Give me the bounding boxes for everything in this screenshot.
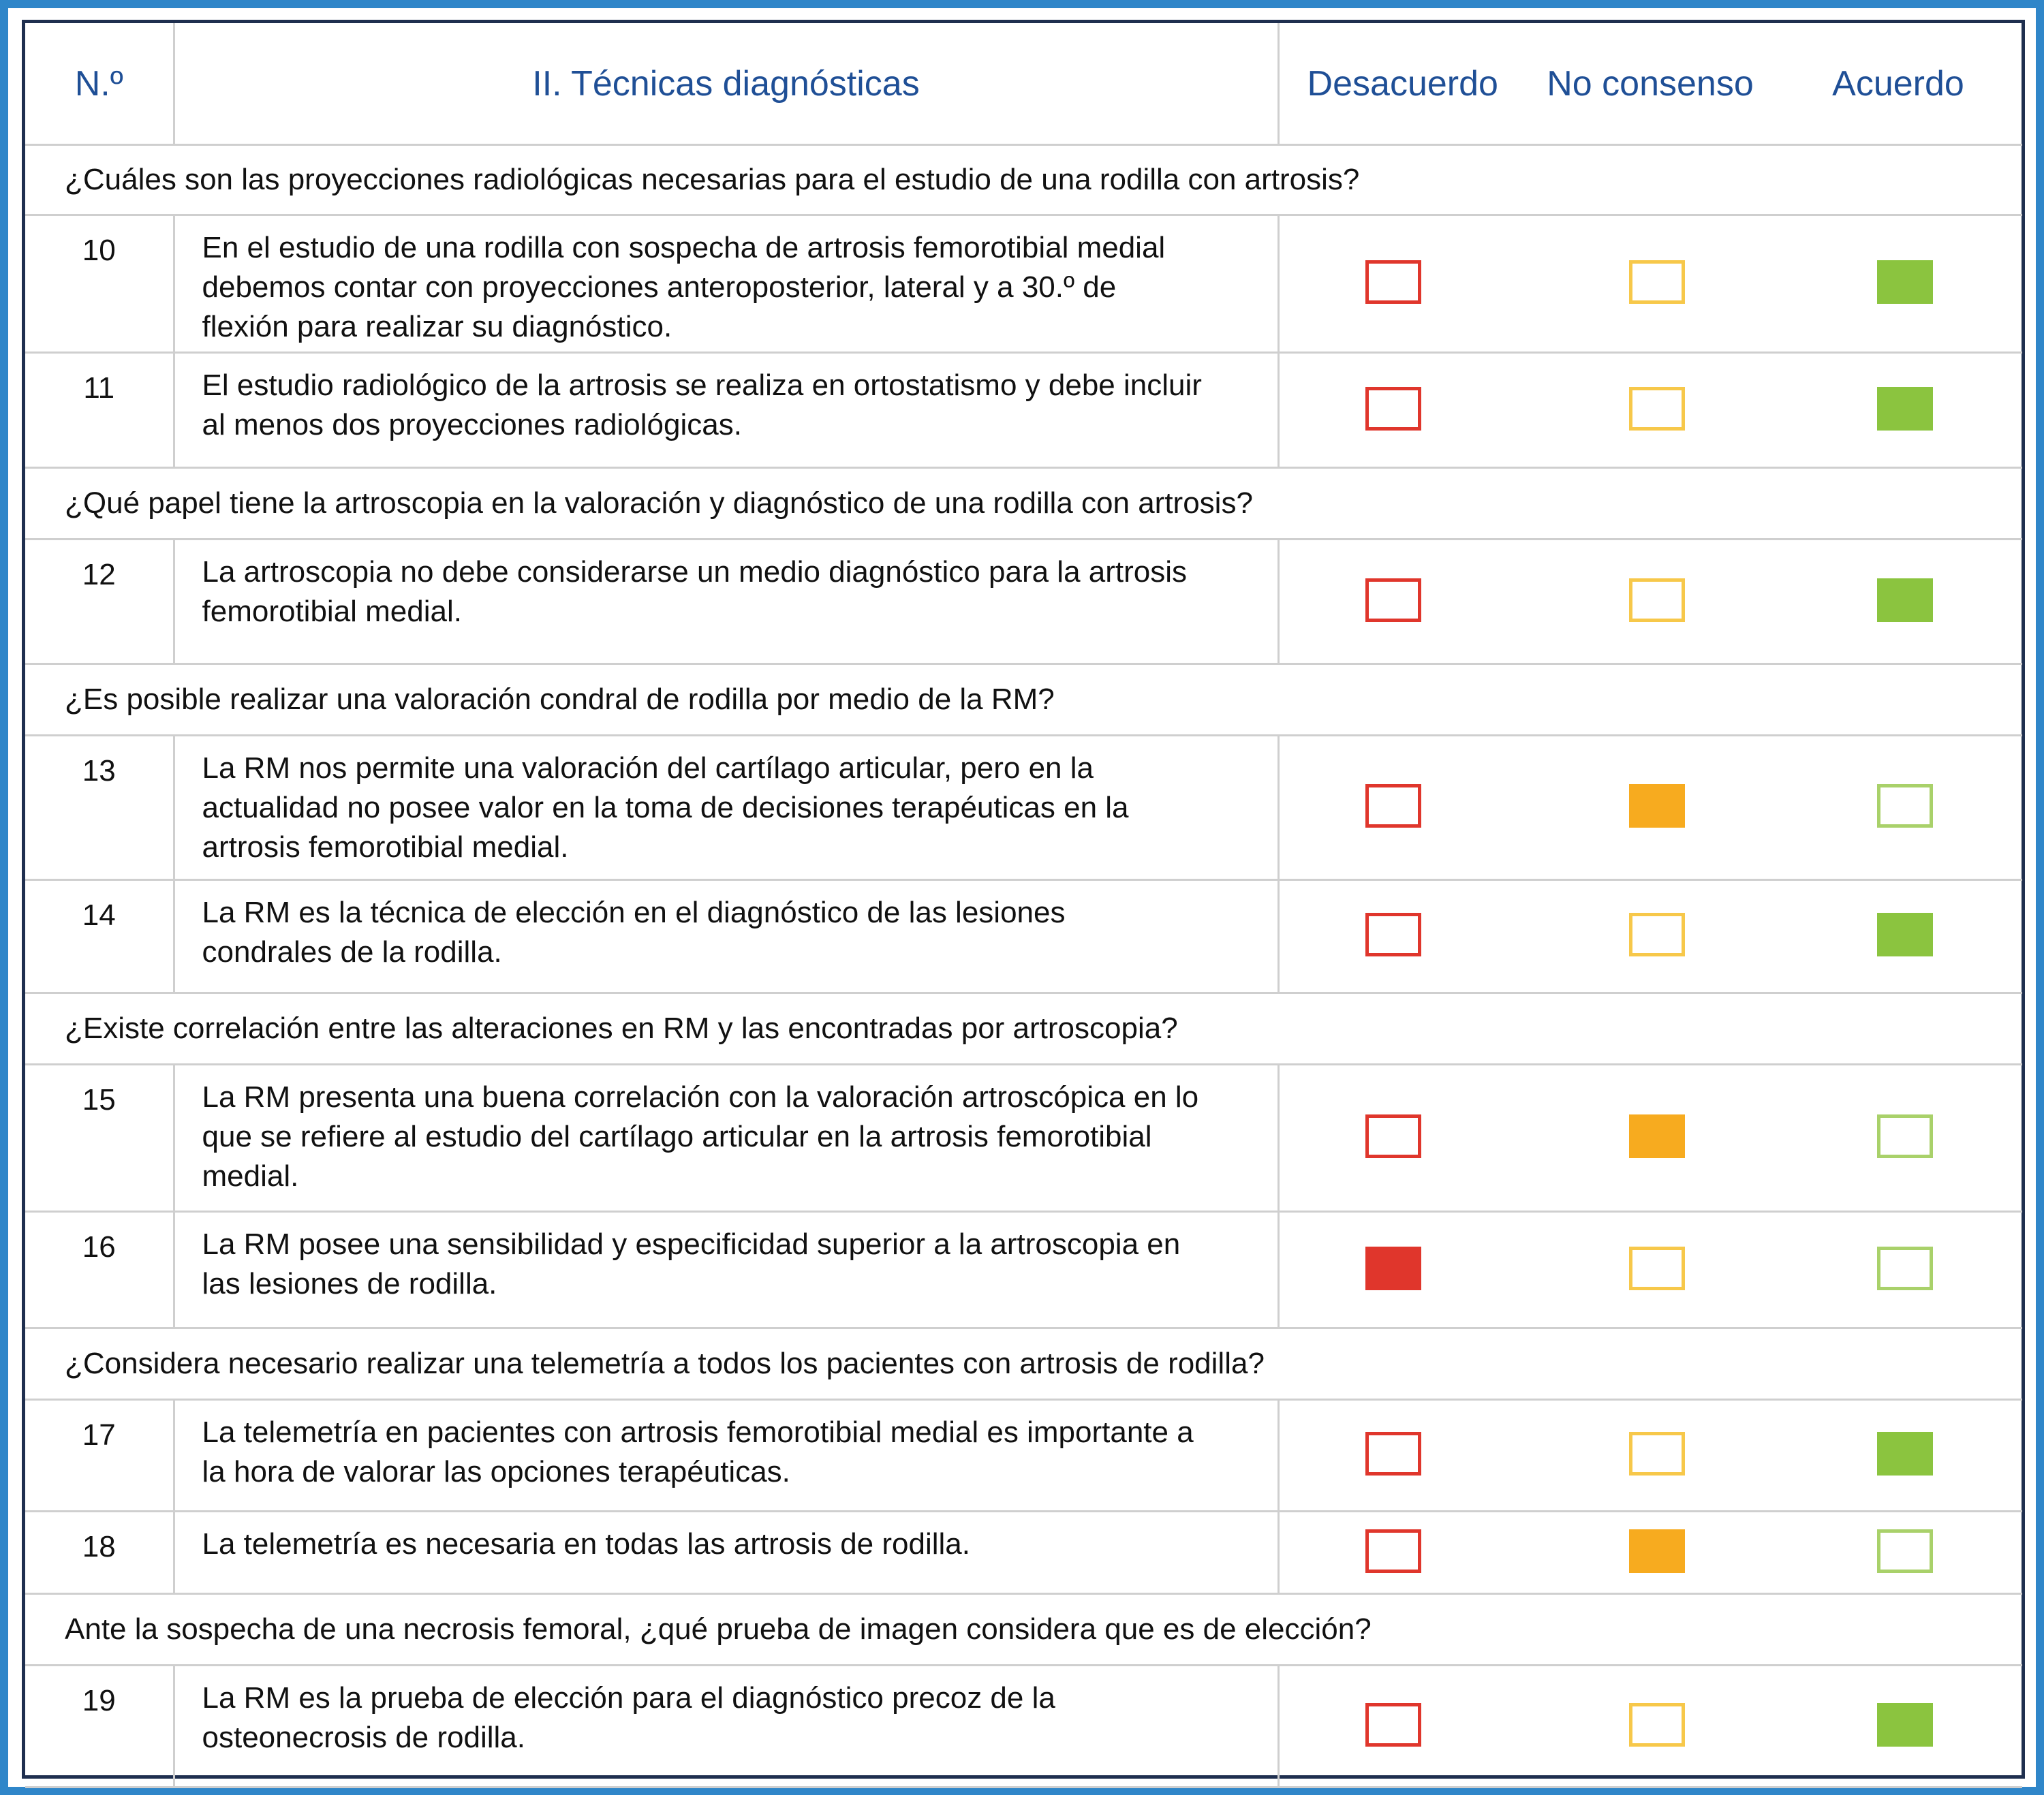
empty-acuerdo-box — [1877, 1114, 1933, 1158]
filled-acuerdo-box — [1877, 578, 1933, 622]
desacuerdo-cell — [1278, 1400, 1526, 1512]
statement-text: La RM es la técnica de elección en el diagnóstico de las lesiones condrales de la rodilla. — [174, 880, 1278, 993]
statement-row — [25, 1400, 2022, 1512]
filled-acuerdo-box — [1877, 1703, 1933, 1747]
no-consenso-cell — [1526, 215, 1774, 353]
statement-text: La RM es la prueba de elección para el diagnóstico precoz de la osteonecrosis de rodilla. — [174, 1666, 1278, 1788]
statement-number: 13 — [25, 736, 174, 880]
acuerdo-cell — [1774, 215, 2022, 353]
statement-row — [25, 540, 2022, 664]
header-desacuerdo: Desacuerdo — [1278, 23, 1526, 145]
header-no-consenso: No consenso — [1526, 23, 1774, 145]
question-row — [25, 993, 2022, 1065]
consensus-table — [25, 23, 2022, 1788]
desacuerdo-cell — [1278, 1212, 1526, 1328]
statement-row — [25, 880, 2022, 993]
question-row — [25, 664, 2022, 736]
empty-desacuerdo-box — [1365, 1703, 1421, 1747]
statement-text: La RM presenta una buena correlación con la valoración artroscópica en lo que se refiere al estudio del cartílago articular en la artrosis femorotibial medial. — [174, 1065, 1278, 1212]
filled-acuerdo-box — [1877, 1432, 1933, 1476]
filled-acuerdo-box — [1877, 913, 1933, 956]
empty-acuerdo-box — [1877, 1529, 1933, 1573]
empty-no-consenso-box — [1629, 913, 1685, 956]
desacuerdo-cell — [1278, 880, 1526, 993]
header-title: II. Técnicas diagnósticas — [174, 23, 1278, 145]
question-text: Ante la sospecha de una necrosis femoral, ¿qué prueba de imagen considera que es de elección? — [25, 1594, 2022, 1666]
statement-number: 17 — [25, 1400, 174, 1512]
filled-acuerdo-box — [1877, 387, 1933, 431]
filled-no-consenso-box — [1629, 1529, 1685, 1573]
desacuerdo-cell — [1278, 1512, 1526, 1594]
no-consenso-cell — [1526, 880, 1774, 993]
header-number: N.º — [25, 23, 174, 145]
desacuerdo-cell — [1278, 353, 1526, 468]
question-text: ¿Es posible realizar una valoración condral de rodilla por medio de la RM? — [25, 664, 2022, 736]
statement-text: La telemetría en pacientes con artrosis femorotibial medial es importante a la hora de valorar las opciones terapéuticas. — [174, 1400, 1278, 1512]
empty-no-consenso-box — [1629, 260, 1685, 304]
question-text: ¿Considera necesario realizar una telemetría a todos los pacientes con artrosis de rodilla? — [25, 1328, 2022, 1400]
question-text: ¿Qué papel tiene la artroscopia en la valoración y diagnóstico de una rodilla con artrosis? — [25, 468, 2022, 540]
empty-no-consenso-box — [1629, 1247, 1685, 1290]
acuerdo-cell — [1774, 1065, 2022, 1212]
statement-text: La telemetría es necesaria en todas las artrosis de rodilla. — [174, 1512, 1278, 1594]
acuerdo-cell — [1774, 880, 2022, 993]
acuerdo-cell — [1774, 353, 2022, 468]
table-body — [25, 145, 2022, 1788]
table-container — [22, 20, 2025, 1779]
question-row — [25, 468, 2022, 540]
statement-text: En el estudio de una rodilla con sospecha de artrosis femorotibial medial debemos contar con proyecciones anteroposterior, lateral y a 30.º de flexión para realizar su diagnóstico. — [174, 215, 1278, 353]
empty-desacuerdo-box — [1365, 1432, 1421, 1476]
question-text: ¿Existe correlación entre las alteraciones en RM y las encontradas por artroscopia? — [25, 993, 2022, 1065]
acuerdo-cell — [1774, 1212, 2022, 1328]
statement-number: 11 — [25, 353, 174, 468]
desacuerdo-cell — [1278, 540, 1526, 664]
statement-number: 14 — [25, 880, 174, 993]
statement-row — [25, 1512, 2022, 1594]
filled-desacuerdo-box — [1365, 1247, 1421, 1290]
empty-no-consenso-box — [1629, 1703, 1685, 1747]
statement-row — [25, 1212, 2022, 1328]
statement-row — [25, 736, 2022, 880]
acuerdo-cell — [1774, 1512, 2022, 1594]
acuerdo-cell — [1774, 736, 2022, 880]
no-consenso-cell — [1526, 1065, 1774, 1212]
desacuerdo-cell — [1278, 1065, 1526, 1212]
desacuerdo-cell — [1278, 1666, 1526, 1788]
statement-row — [25, 1065, 2022, 1212]
no-consenso-cell — [1526, 1212, 1774, 1328]
question-row — [25, 1594, 2022, 1666]
statement-number: 12 — [25, 540, 174, 664]
empty-acuerdo-box — [1877, 1247, 1933, 1290]
statement-number: 19 — [25, 1666, 174, 1788]
filled-no-consenso-box — [1629, 784, 1685, 828]
statement-row — [25, 215, 2022, 353]
no-consenso-cell — [1526, 1400, 1774, 1512]
empty-desacuerdo-box — [1365, 784, 1421, 828]
no-consenso-cell — [1526, 736, 1774, 880]
acuerdo-cell — [1774, 1666, 2022, 1788]
statement-text: La artroscopia no debe considerarse un medio diagnóstico para la artrosis femorotibial medial. — [174, 540, 1278, 664]
desacuerdo-cell — [1278, 736, 1526, 880]
empty-desacuerdo-box — [1365, 578, 1421, 622]
no-consenso-cell — [1526, 1666, 1774, 1788]
header-row — [25, 23, 2022, 145]
empty-no-consenso-box — [1629, 1432, 1685, 1476]
acuerdo-cell — [1774, 540, 2022, 664]
statement-number: 15 — [25, 1065, 174, 1212]
question-row — [25, 145, 2022, 215]
statement-text: La RM posee una sensibilidad y especificidad superior a la artroscopia en las lesiones de rodilla. — [174, 1212, 1278, 1328]
statement-number: 16 — [25, 1212, 174, 1328]
no-consenso-cell — [1526, 540, 1774, 664]
statement-row — [25, 1666, 2022, 1788]
no-consenso-cell — [1526, 353, 1774, 468]
statement-text: La RM nos permite una valoración del cartílago articular, pero en la actualidad no posee valor en la toma de decisiones terapéuticas en la artrosis femorotibial medial. — [174, 736, 1278, 880]
question-row — [25, 1328, 2022, 1400]
filled-no-consenso-box — [1629, 1114, 1685, 1158]
empty-desacuerdo-box — [1365, 1529, 1421, 1573]
empty-no-consenso-box — [1629, 578, 1685, 622]
empty-desacuerdo-box — [1365, 260, 1421, 304]
statement-text: El estudio radiológico de la artrosis se realiza en ortostatismo y debe incluir al menos dos proyecciones radiológicas. — [174, 353, 1278, 468]
header-acuerdo: Acuerdo — [1774, 23, 2022, 145]
no-consenso-cell — [1526, 1512, 1774, 1594]
empty-no-consenso-box — [1629, 387, 1685, 431]
statement-number: 10 — [25, 215, 174, 353]
empty-desacuerdo-box — [1365, 913, 1421, 956]
empty-acuerdo-box — [1877, 784, 1933, 828]
statement-row — [25, 353, 2022, 468]
filled-acuerdo-box — [1877, 260, 1933, 304]
empty-desacuerdo-box — [1365, 1114, 1421, 1158]
acuerdo-cell — [1774, 1400, 2022, 1512]
desacuerdo-cell — [1278, 215, 1526, 353]
statement-number: 18 — [25, 1512, 174, 1594]
empty-desacuerdo-box — [1365, 387, 1421, 431]
question-text: ¿Cuáles son las proyecciones radiológicas necesarias para el estudio de una rodilla con artrosis? — [25, 145, 2022, 215]
